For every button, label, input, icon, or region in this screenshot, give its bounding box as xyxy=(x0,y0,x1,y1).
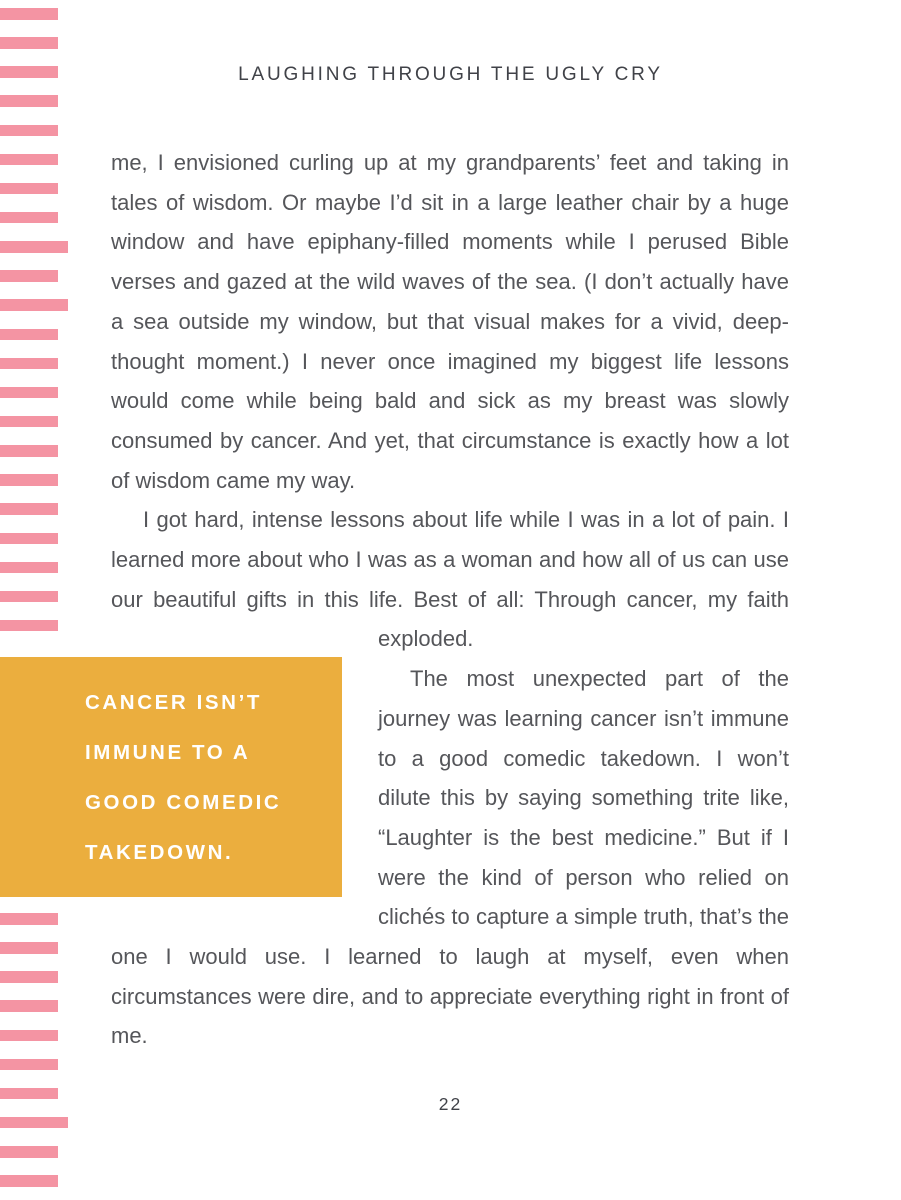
pink-stripe xyxy=(0,8,58,20)
pink-stripe xyxy=(0,37,58,49)
pink-stripe xyxy=(0,125,58,137)
pullquote-line: GOOD COMEDIC xyxy=(85,791,282,815)
pink-stripe xyxy=(0,270,58,282)
page-number: 22 xyxy=(438,1094,463,1114)
pink-stripe xyxy=(0,1175,58,1187)
pink-stripe xyxy=(0,445,58,457)
paragraph-3: The most unexpected part of the journey was learning cancer isn’t immune to a good comedic takedown. I won’t dilute this by saying something trite like, “Laughter is the best medicine.” But if I were the kind of person who relied on clichés to capture a simple truth, that’s the one I would use. I learned to laugh at myself, even when circumstances were dire, and to appreciate everything right in front of me. xyxy=(111,666,789,1049)
pink-stripe xyxy=(0,1000,58,1012)
pink-stripe xyxy=(0,1117,68,1129)
pink-stripe xyxy=(0,1059,58,1071)
paragraph-1: me, I envisioned curling up at my grandparents’ feet and taking in tales of wisdom. Or maybe I’d sit in a large leather chair by a huge window and have epiphany-filled moments while I perused Bible verses and gazed at the wild waves of the sea. (I don’t actually have a sea outside my window, but that visual makes for a vivid, deep-thought moment.) I never once imagined my biggest life lessons would come while being bald and sick as my breast was slowly consumed by cancer. And yet, that circumstance is exactly how a lot of wisdom came my way. xyxy=(111,150,789,493)
pullquote-line: TAKEDOWN. xyxy=(85,841,234,865)
pink-stripes-top xyxy=(0,8,68,649)
pullquote-line: IMMUNE TO A xyxy=(85,741,251,765)
pink-stripe xyxy=(0,913,58,925)
running-header: LAUGHING THROUGH THE UGLY CRY xyxy=(238,64,663,85)
pink-stripe xyxy=(0,1146,58,1158)
pink-stripe xyxy=(0,329,58,341)
pink-stripe xyxy=(0,1088,58,1100)
pink-stripe xyxy=(0,66,58,78)
pink-stripe xyxy=(0,942,58,954)
pink-stripe xyxy=(0,95,58,107)
pink-stripe xyxy=(0,503,58,515)
pink-stripe xyxy=(0,971,58,983)
pink-stripe xyxy=(0,387,58,399)
pink-stripe xyxy=(0,299,68,311)
pink-stripe xyxy=(0,562,58,574)
pink-stripe xyxy=(0,620,58,632)
pink-stripe xyxy=(0,183,58,195)
pink-stripe xyxy=(0,241,68,253)
pink-stripe xyxy=(0,416,58,428)
pink-stripe xyxy=(0,358,58,370)
pullquote-line: CANCER ISN’T xyxy=(85,691,262,715)
pink-stripe xyxy=(0,154,58,166)
pullquote-box xyxy=(0,657,342,897)
paragraph-2-text-after: faith exploded. xyxy=(378,586,789,652)
pink-stripes-bottom xyxy=(0,913,68,1200)
pink-stripe xyxy=(0,591,58,603)
pink-stripe xyxy=(0,212,58,224)
pink-stripe xyxy=(0,474,58,486)
pink-stripe xyxy=(0,533,58,545)
body-text xyxy=(85,143,789,1056)
pink-stripe xyxy=(0,1030,58,1042)
paragraph-2-text-before: I got hard, intense lessons about life while I was in a lot of pain. I learned more about who I was as a woman and how all of us can use our beautiful gifts in this life. Best of all: Through cancer, my xyxy=(111,507,789,612)
